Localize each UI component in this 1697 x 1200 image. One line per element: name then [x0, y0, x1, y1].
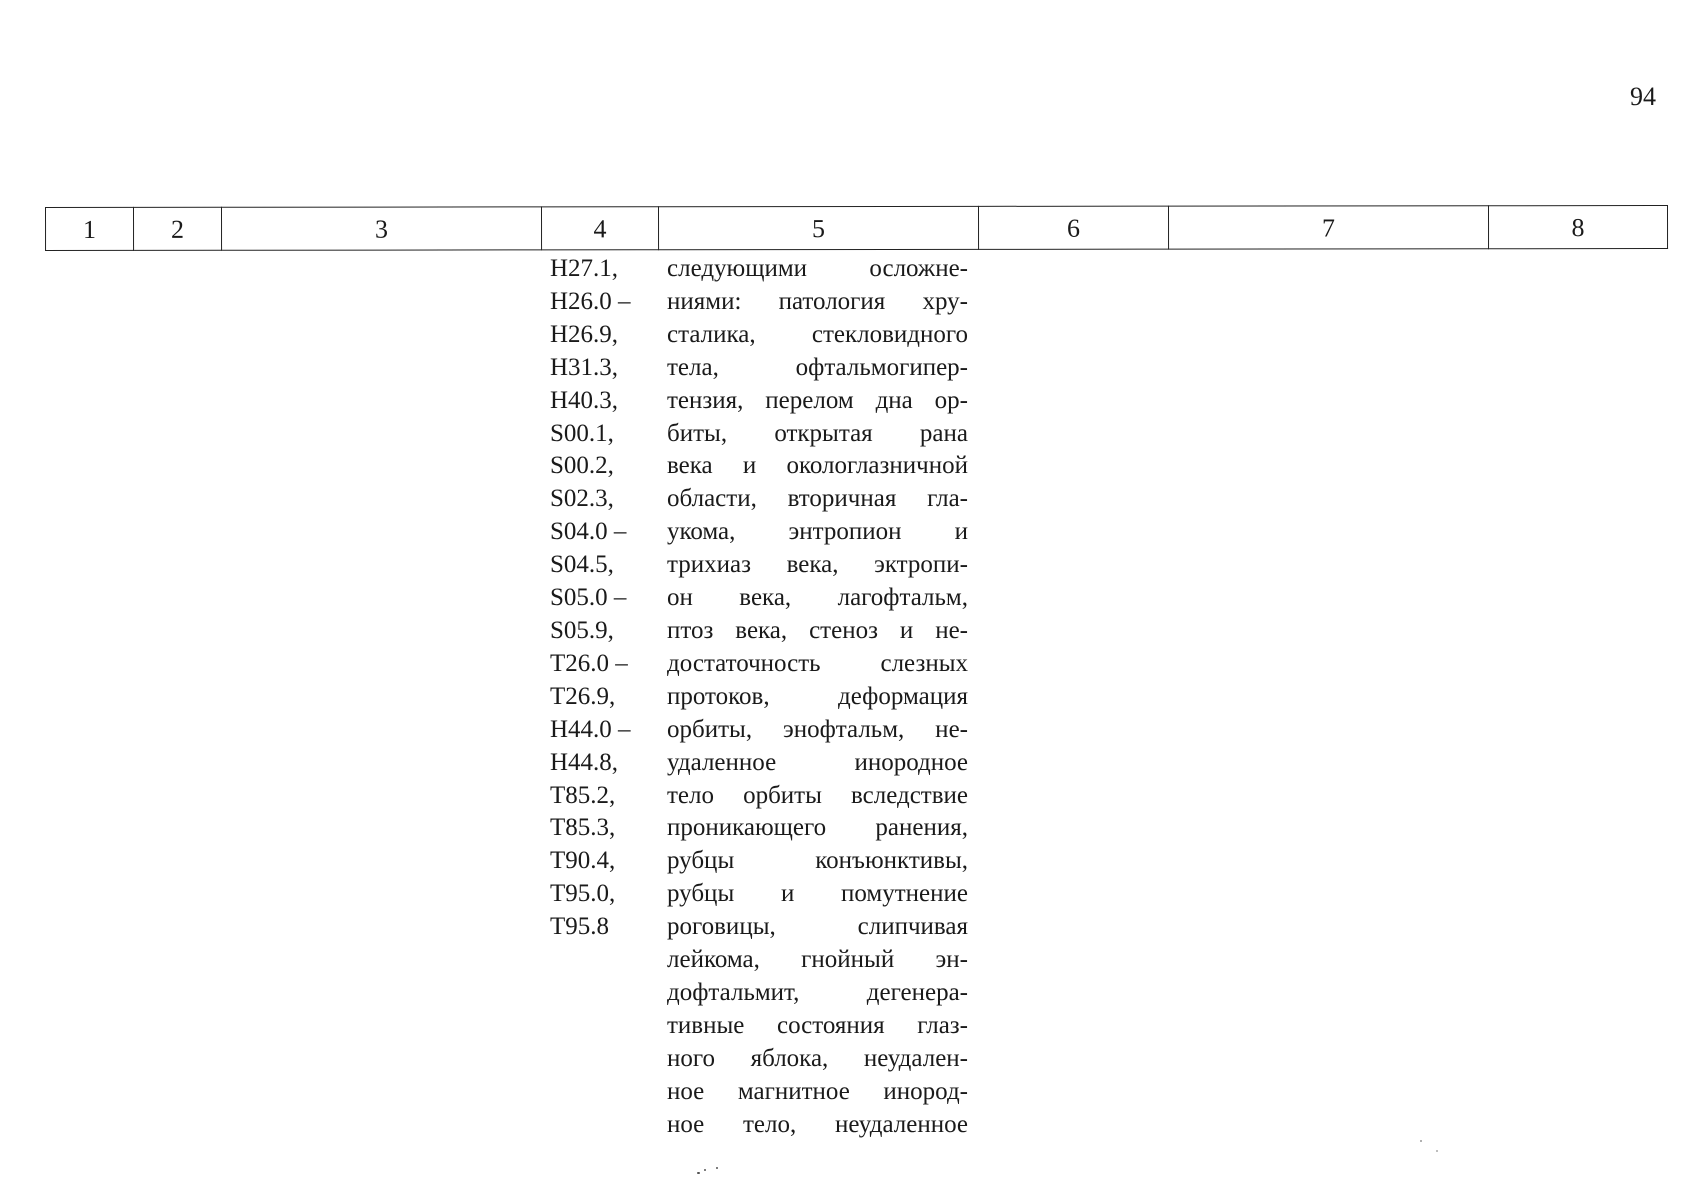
description-line: орбиты, энофтальм, не-	[667, 715, 968, 743]
column-header-3: 3	[222, 207, 542, 250]
code-line: S04.5,	[550, 551, 614, 579]
code-line: H26.9,	[550, 320, 619, 348]
description-line: достаточность слезных	[667, 649, 968, 677]
description-line: тела, офтальмогипер-	[667, 353, 968, 381]
description-line: проникающего ранения,	[667, 814, 968, 842]
description-line: области, вторичная гла-	[667, 485, 968, 513]
scan-speck	[704, 1169, 706, 1171]
code-line: S00.1,	[550, 419, 614, 447]
column-header-1: 1	[46, 207, 134, 250]
code-line: H31.3,	[550, 353, 619, 381]
column-header-7: 7	[1168, 206, 1488, 249]
scan-speck	[1420, 1140, 1422, 1142]
diagnosis-codes-column	[550, 253, 648, 944]
description-line: роговицы, слипчивая	[667, 913, 968, 941]
scan-speck	[716, 1167, 718, 1169]
code-line: H44.0 –	[550, 715, 631, 743]
code-line: S00.2,	[550, 452, 614, 480]
code-line: S05.9,	[550, 616, 614, 644]
description-line: биты, открытая рана	[667, 419, 968, 447]
code-line: T95.8	[550, 913, 610, 941]
description-line: рубцы и помутнение	[667, 880, 968, 908]
table-header-row	[45, 205, 1668, 251]
code-line: H27.1,	[550, 255, 619, 282]
description-line: лейкома, гнойный эн-	[667, 946, 968, 974]
scan-speck	[697, 1172, 700, 1174]
description-line: века и окологлазничной	[667, 452, 968, 480]
description-line: трихиаз века, эктропи-	[667, 551, 968, 579]
description-line: тело орбиты вследствие	[667, 781, 968, 809]
diagnosis-description-column	[667, 253, 968, 1141]
description-line: ное тело, неудаленное	[667, 1110, 968, 1138]
description-line: рубцы конъюнктивы,	[667, 847, 968, 875]
description-line: тензия, перелом дна ор-	[667, 386, 968, 414]
code-line: T85.3,	[550, 814, 616, 842]
code-line: T85.2,	[550, 781, 616, 809]
description-line: протоков, деформация	[667, 682, 968, 710]
column-header-2: 2	[134, 207, 222, 250]
column-header-5: 5	[659, 206, 979, 249]
code-line: T26.9,	[550, 682, 616, 710]
description-line: следующими осложне-	[667, 255, 968, 282]
column-header-8: 8	[1488, 206, 1667, 249]
scan-speck	[1436, 1150, 1438, 1152]
code-line: H44.8,	[550, 748, 619, 776]
code-line: S05.0 –	[550, 584, 627, 612]
description-line: тивные состояния глаз-	[667, 1011, 968, 1039]
description-line: удаленное инородное	[667, 748, 968, 776]
code-line: T95.0,	[550, 880, 616, 908]
description-line: ниями: патология хру-	[667, 287, 968, 315]
description-line: птоз века, стеноз и не-	[667, 616, 968, 644]
code-line: T90.4,	[550, 847, 616, 875]
code-line: H40.3,	[550, 386, 619, 414]
description-line: сталика, стекловидного	[667, 320, 968, 348]
code-line: S02.3,	[550, 485, 614, 513]
description-line: он века, лагофтальм,	[667, 584, 968, 612]
description-line: дофтальмит, дегенера-	[667, 978, 968, 1006]
code-line: T26.0 –	[550, 649, 628, 677]
description-line: ного яблока, неудален-	[667, 1044, 968, 1072]
column-header-4: 4	[542, 207, 659, 250]
description-line: укома, энтропион и	[667, 518, 968, 546]
code-line: S04.0 –	[550, 518, 627, 546]
description-line: ное магнитное инород-	[667, 1077, 968, 1105]
code-line: H26.0 –	[550, 287, 631, 315]
page-number: 94	[1630, 82, 1656, 111]
column-header-6: 6	[978, 206, 1168, 249]
